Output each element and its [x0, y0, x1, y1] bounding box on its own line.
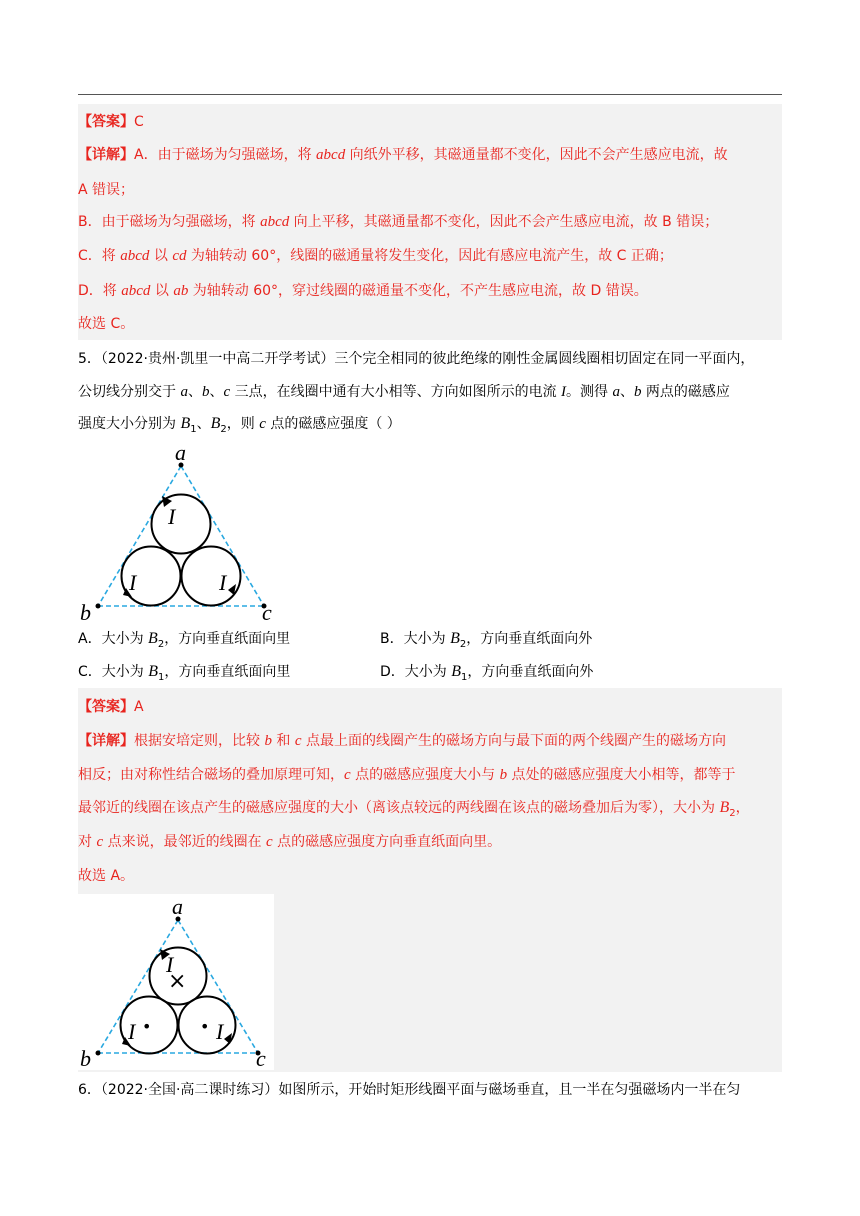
option-b[interactable]: B．大小为 $B_2$，方向垂直纸面向外	[380, 630, 593, 650]
answer-tag: 【答案】	[78, 114, 134, 130]
q4-answer: 【答案】C	[78, 114, 144, 130]
q5-coil-figure	[78, 438, 278, 624]
detail-tag: 【详解】	[78, 733, 134, 749]
option-a[interactable]: A．大小为 $B_2$，方向垂直纸面向里	[78, 630, 291, 650]
header-rule	[78, 94, 782, 95]
label-a: a	[172, 894, 183, 919]
q5-detail-line-1: 【详解】根据安培定则，比较 b 和 c 点最上面的线圈产生的磁场方向与最下面的两个线圈产生的磁场方向	[78, 733, 726, 749]
q5-detail-line-4: 对 c 点来说，最邻近的线圈在 c 点的磁感应强度方向垂直纸面向里。	[78, 834, 502, 850]
detail-tag: 【详解】	[78, 147, 134, 163]
label-c: c	[262, 600, 272, 624]
label-b: b	[80, 1046, 91, 1070]
q6-stem-line-1: 6．（2022·全国·高二课时练习）如图所示，开始时矩形线圈平面与磁场垂直，且一半在匀强磁场内一半在匀	[78, 1082, 741, 1098]
q4-detail-line-5: D．将 abcd 以 ab 为轴转动 60°，穿过线圈的磁通量不变化，不产生感应电流，故 D 错误。	[78, 283, 648, 299]
answer-tag: 【答案】	[78, 699, 134, 715]
current-top: I	[166, 952, 174, 977]
dot-icon: •	[200, 1017, 210, 1036]
q5-conclusion: 故选 A。	[78, 868, 135, 884]
q5-answer-figure	[78, 894, 274, 1070]
q5-stem-line-1: 5．（2022·贵州·凯里一中高二开学考试）三个完全相同的彼此绝缘的刚性金属圆线圈相切固定在同一平面内，	[78, 351, 755, 367]
q5-detail-line-2: 相反；由对称性结合磁场的叠加原理可知，c 点的磁感应强度大小与 b 点处的磁感应强度大小相等，都等于	[78, 767, 736, 783]
current-right: I	[216, 1019, 224, 1044]
current-right: I	[219, 570, 227, 595]
cross-icon: ×	[168, 969, 187, 994]
q5-detail-line-3: 最邻近的线圈在该点产生的磁感应强度的大小（离该点较远的两线圈在该点的磁场叠加后为零），大小为 $B_2$，	[78, 799, 750, 819]
q4-detail-line-3: B．由于磁场为匀强磁场，将 abcd 向上平移，其磁通量都不变化，因此不会产生感应电流，故 B 错误；	[78, 214, 719, 230]
dot-icon: •	[142, 1017, 152, 1036]
current-left: I	[128, 1019, 136, 1044]
label-a: a	[175, 440, 186, 465]
current-top: I	[168, 504, 176, 529]
q4-detail-line-4: C．将 abcd 以 cd 为轴转动 60°，线圈的磁通量将发生变化，因此有感应电流产生，故 C 正确；	[78, 248, 673, 264]
q5-answer: 【答案】A	[78, 699, 144, 715]
q4-detail-line-2: A 错误；	[78, 182, 135, 198]
current-left: I	[129, 570, 137, 595]
q4-detail-line-1: 【详解】A．由于磁场为匀强磁场，将 abcd 向纸外平移，其磁通量都不变化，因此不会产生感应电流，故	[78, 147, 728, 163]
option-d[interactable]: D．大小为 $B_1$，方向垂直纸面向外	[380, 663, 594, 683]
label-c: c	[256, 1046, 266, 1070]
label-b: b	[80, 600, 91, 624]
q5-stem-line-3: 强度大小分别为 $B_1$、$B_2$，则 c 点的磁感应强度（ ）	[78, 415, 401, 435]
q5-stem-line-2: 公切线分别交于 a、b、c 三点，在线圈中通有大小相等、方向如图所示的电流 I。测得 a、b 两点的磁感应	[78, 384, 730, 400]
q4-conclusion: 故选 C。	[78, 316, 135, 332]
option-c[interactable]: C．大小为 $B_1$，方向垂直纸面向里	[78, 663, 291, 683]
